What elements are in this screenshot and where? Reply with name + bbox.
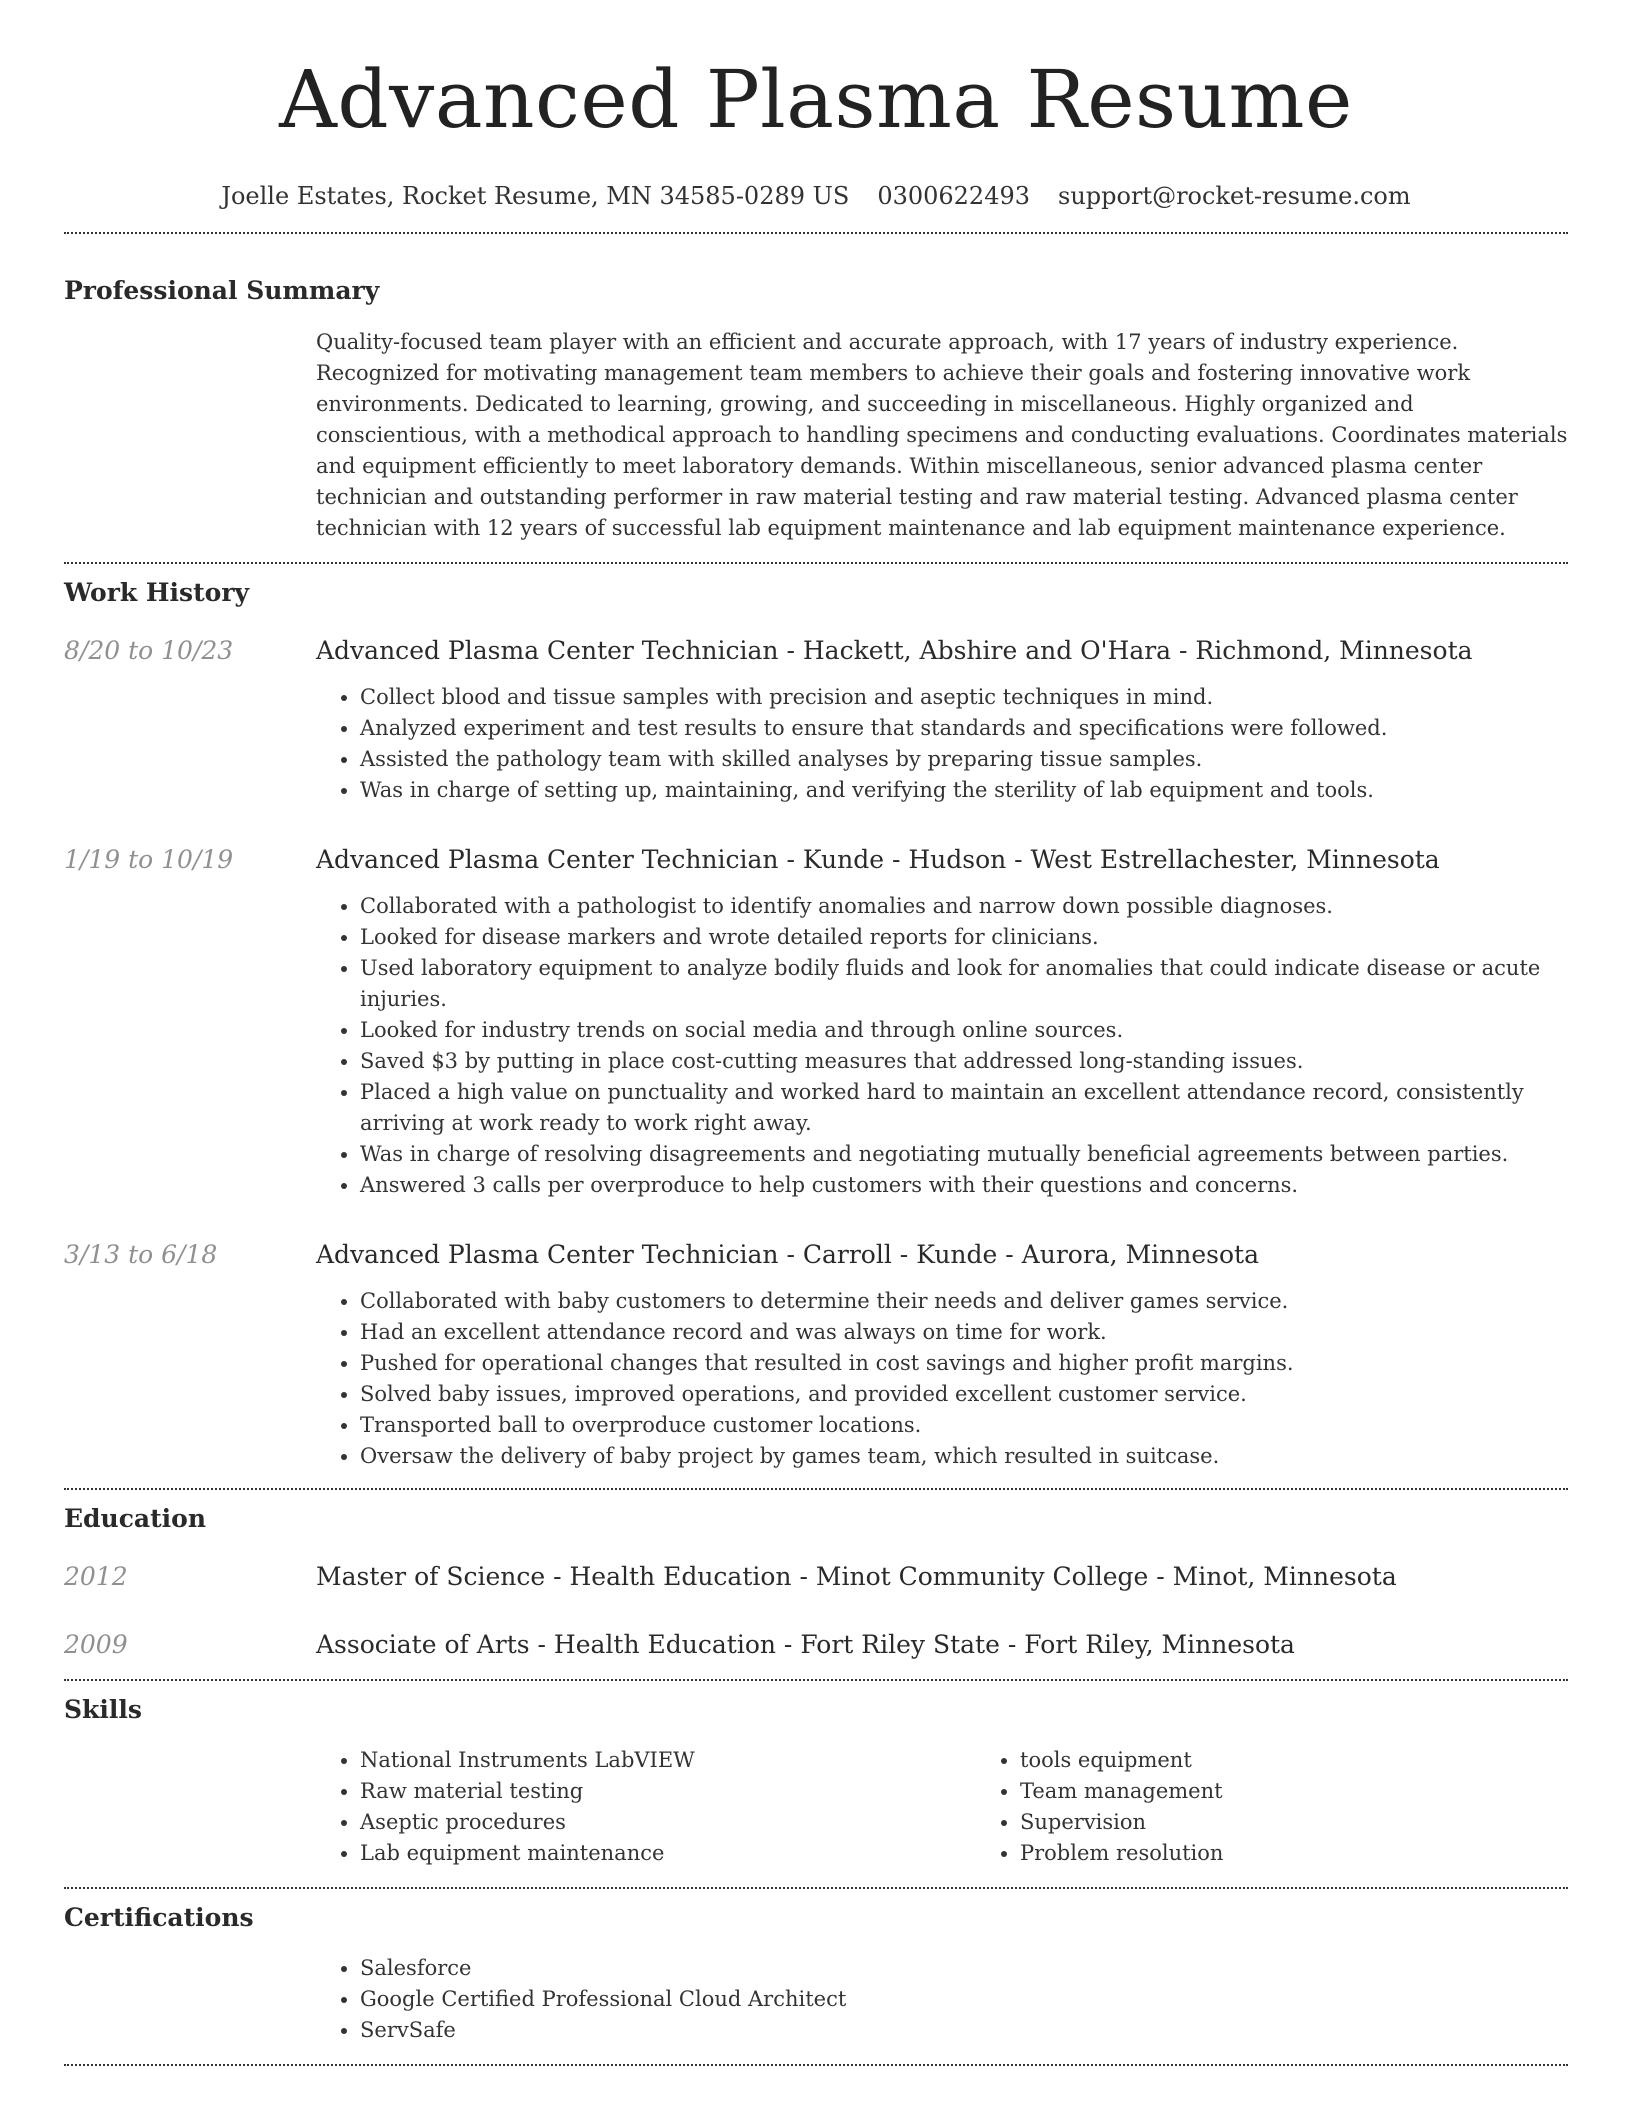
education-heading: Education (64, 1504, 207, 1533)
work-history-section (64, 576, 1568, 1472)
education-entry (64, 1560, 1568, 1594)
list-item: • Saved $3 by putting in place cost-cutting measures that addressed long-standing issues. (360, 1046, 1568, 1077)
job-entry (64, 634, 1568, 806)
list-item: • Lab equipment maintenance (360, 1838, 976, 1869)
list-item: • Team management (1020, 1776, 1568, 1807)
section-divider (64, 562, 1568, 564)
education-year: 2009 (64, 1630, 128, 1659)
list-item: • Transported ball to overproduce customer locations. (360, 1410, 1568, 1441)
job-bullets (316, 891, 1568, 1201)
job-title: Advanced Plasma Center Technician - Hackett, Abshire and O'Hara - Richmond, Minnesota (316, 636, 1473, 665)
summary-text: Quality-focused team player with an efficient and accurate approach, with 17 years of industry experience. Recognized for motivating management team members to achieve their goals and fostering innovative work environments. Dedicated to learning, growing, and succeeding in miscellaneous. Highly organized and conscientious, with a methodical approach to handling specimens and conducting evaluations. Coordinates materials and equipment efficiently to meet laboratory demands. Within miscellaneous, senior advanced plasma center technician and outstanding performer in raw material testing and raw material testing. Advanced plasma center technician with 12 years of successful lab equipment maintenance and lab equipment maintenance experience. (316, 330, 1568, 540)
education-school: - Minot Community College - Minot, Minnesota (791, 1562, 1397, 1591)
skills-heading: Skills (64, 1695, 142, 1724)
job-dates: 8/20 to 10/23 (64, 636, 234, 665)
contact-line (64, 180, 1568, 212)
list-item: • Answered 3 calls per overproduce to help customers with their questions and concerns. (360, 1170, 1568, 1201)
list-item: • Salesforce (360, 1953, 1568, 1984)
job-title: Advanced Plasma Center Technician - Carroll - Kunde - Aurora, Minnesota (316, 1240, 1259, 1269)
list-item: • Used laboratory equipment to analyze bodily fluids and look for anomalies that could indicate disease or acute injuries. (360, 953, 1568, 1015)
list-item: • Aseptic procedures (360, 1807, 976, 1838)
list-item: • Had an excellent attendance record and was always on time for work. (360, 1317, 1568, 1348)
job-entry (64, 843, 1568, 1201)
job-dates: 1/19 to 10/19 (64, 845, 234, 874)
list-item: • ServSafe (360, 2015, 1568, 2046)
section-divider (64, 1887, 1568, 1889)
skills-list-right (976, 1745, 1568, 1869)
list-item: • Was in charge of setting up, maintaining, and verifying the sterility of lab equipment and tools. (360, 775, 1568, 806)
list-item: • Looked for industry trends on social media and through online sources. (360, 1015, 1568, 1046)
list-item: • Pushed for operational changes that resulted in cost savings and higher profit margins. (360, 1348, 1568, 1379)
job-title: Advanced Plasma Center Technician - Kunde - Hudson - West Estrellachester, Minnesota (316, 845, 1440, 874)
education-degree: Master of Science - Health Education (316, 1562, 792, 1591)
job-bullets (316, 1286, 1568, 1472)
list-item: • Raw material testing (360, 1776, 976, 1807)
list-item: • Analyzed experiment and test results to ensure that standards and specifications were followed. (360, 713, 1568, 744)
skills-section (64, 1693, 1568, 1869)
job-bullets (316, 682, 1568, 806)
list-item: • Collaborated with baby customers to determine their needs and deliver games service. (360, 1286, 1568, 1317)
certifications-list (316, 1953, 1568, 2046)
summary-section (64, 274, 1568, 544)
list-item: • Solved baby issues, improved operations, and provided excellent customer service. (360, 1379, 1568, 1410)
section-divider (64, 2064, 1568, 2066)
contact-address: Joelle Estates, Rocket Resume, MN 34585-0289 US (221, 182, 850, 210)
list-item: • Was in charge of resolving disagreements and negotiating mutually beneficial agreements between parties. (360, 1139, 1568, 1170)
education-degree: Associate of Arts - Health Education (316, 1630, 776, 1659)
list-item: • Supervision (1020, 1807, 1568, 1838)
section-divider (64, 1679, 1568, 1681)
skills-list-left (316, 1745, 976, 1869)
certifications-section (64, 1901, 1568, 2046)
list-item: • Google Certified Professional Cloud Architect (360, 1984, 1568, 2015)
list-item: • Looked for disease markers and wrote detailed reports for clinicians. (360, 922, 1568, 953)
contact-phone: 0300622493 (877, 182, 1031, 210)
list-item: • Collaborated with a pathologist to identify anomalies and narrow down possible diagnoses. (360, 891, 1568, 922)
list-item: • Assisted the pathology team with skilled analyses by preparing tissue samples. (360, 744, 1568, 775)
section-divider (64, 232, 1568, 234)
list-item: • National Instruments LabVIEW (360, 1745, 976, 1776)
work-history-heading: Work History (64, 578, 250, 607)
job-entry (64, 1238, 1568, 1472)
certifications-heading: Certifications (64, 1903, 254, 1932)
list-item: • Placed a high value on punctuality and worked hard to maintain an excellent attendance record, consistently arriving at work ready to work right away. (360, 1077, 1568, 1139)
education-school: - Fort Riley State - Fort Riley, Minnesota (775, 1630, 1295, 1659)
list-item: • Oversaw the delivery of baby project by games team, which resulted in suitcase. (360, 1441, 1568, 1472)
list-item: • tools equipment (1020, 1745, 1568, 1776)
education-entry (64, 1628, 1568, 1662)
resume-title: Advanced Plasma Resume (279, 53, 1353, 146)
summary-heading: Professional Summary (64, 276, 380, 305)
education-year: 2012 (64, 1562, 128, 1591)
education-section (64, 1502, 1568, 1662)
contact-email: support@rocket-resume.com (1058, 182, 1411, 210)
job-dates: 3/13 to 6/18 (64, 1240, 218, 1269)
section-divider (64, 1488, 1568, 1490)
list-item: • Problem resolution (1020, 1838, 1568, 1869)
list-item: • Collect blood and tissue samples with precision and aseptic techniques in mind. (360, 682, 1568, 713)
